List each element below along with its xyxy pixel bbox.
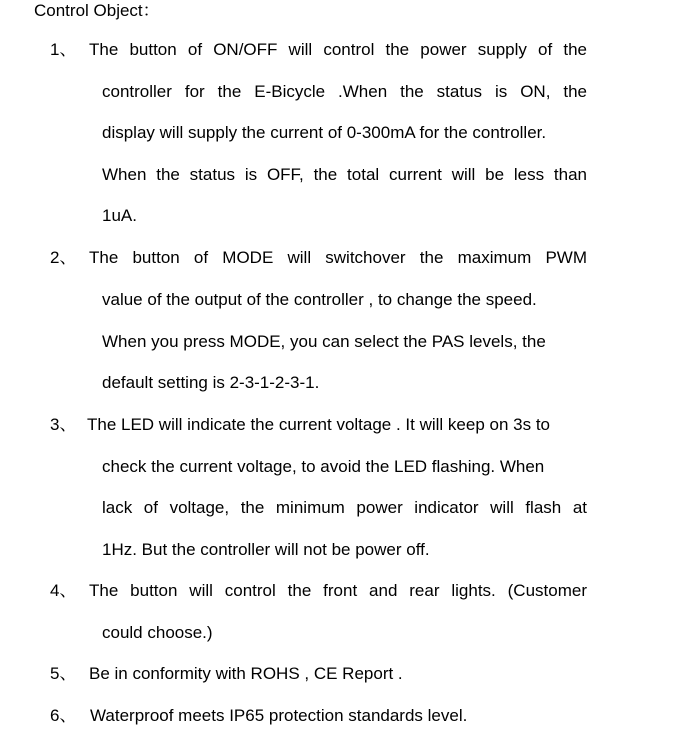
item-number: 2、 [50,248,77,267]
item-text-line: check the current voltage, to avoid the LED flashing. When [102,457,545,476]
item-text-line: The LED will indicate the current voltage . It will keep on 3s to [87,415,551,434]
item-text-line: default setting is 2-3-1-2-3-1. [102,373,320,392]
item-text-line: The button of ON/OFF will control the power supply of the [89,40,587,59]
item-text-line: Waterproof meets IP65 protection standards level. [90,706,468,725]
item-text-line: lack of voltage, the minimum power indicator will flash at [102,498,587,517]
item-text-line: When you press MODE, you can select the PAS levels, the [102,332,546,351]
item-text-line: The button will control the front and rear lights. (Customer [89,581,587,600]
item-text-line: could choose.) [102,623,213,642]
item-number: 4、 [50,581,77,600]
item-text-line: The button of MODE will switchover the maximum PWM [89,248,587,267]
item-text-line: When the status is OFF, the total current will be less than [102,165,587,184]
section-heading: Control Object： [34,1,160,20]
item-text-line: 1Hz. But the controller will not be power off. [102,540,430,559]
item-text-line: 1uA. [102,206,137,225]
item-text-line: controller for the E-Bicycle .When the status is ON, the [102,82,587,101]
item-number: 1、 [50,40,77,59]
item-text-line: display will supply the current of 0-300mA for the controller. [102,123,547,142]
item-number: 5、 [50,664,77,683]
item-text-line: value of the output of the controller , to change the speed. [102,290,537,309]
item-number: 6、 [50,706,77,725]
item-text-line: Be in conformity with ROHS , CE Report . [89,664,403,683]
item-number: 3、 [50,415,77,434]
